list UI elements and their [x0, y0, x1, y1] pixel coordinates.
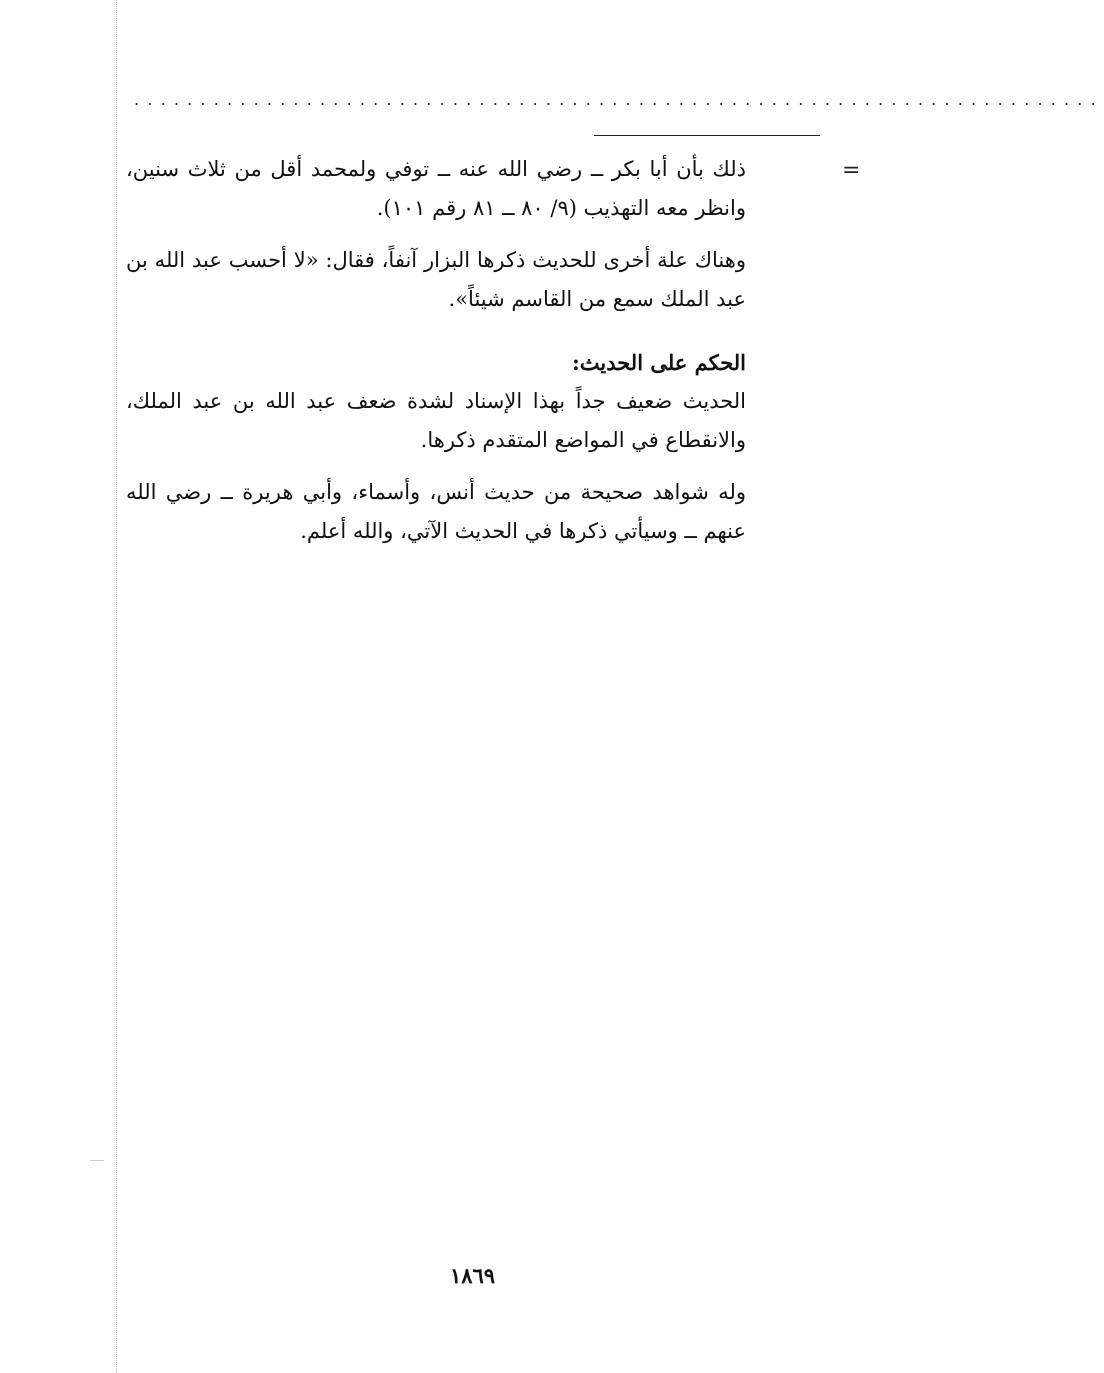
- footnote-paragraph-2: وهناك علة أخرى للحديث ذكرها البزار آنفاً، فقال: «لا أحسب عبد الله بن عبد الملك سمع من القاسم شيئاً».: [126, 248, 746, 311]
- footnote-continuation-mark: =: [842, 158, 861, 183]
- footnote-rule: [594, 135, 820, 136]
- ruling-heading: الحكم على الحديث:: [572, 350, 746, 375]
- scan-margin-line: [116, 0, 117, 1373]
- ruling-paragraph-2: وله شواهد صحيحة من حديث أنس، وأسماء، وأبي هريرة ــ رضي الله عنهم ــ وسيأتي ذكرها في الحديث الآتي، والله أعلم.: [126, 480, 746, 543]
- page-number: ١٨٦٩: [449, 1263, 496, 1288]
- ruling-paragraph-1: الحديث ضعيف جداً بهذا الإسناد لشدة ضعف عبد الله بن عبد الملك، والانقطاع في المواضع المتقدم ذكرها.: [126, 389, 746, 452]
- dotted-separator: .........................................................................: [134, 90, 1104, 109]
- scan-speck: [90, 1160, 104, 1161]
- footnote-paragraph-1: ذلك بأن أبا بكر ــ رضي الله عنه ــ توفي ولمحمد أقل من ثلاث سنين، وانظر معه التهذيب (٩/ ٨٠ ــ ٨١ رقم ١٠١).: [126, 157, 746, 220]
- footnote-text: [126, 150, 746, 564]
